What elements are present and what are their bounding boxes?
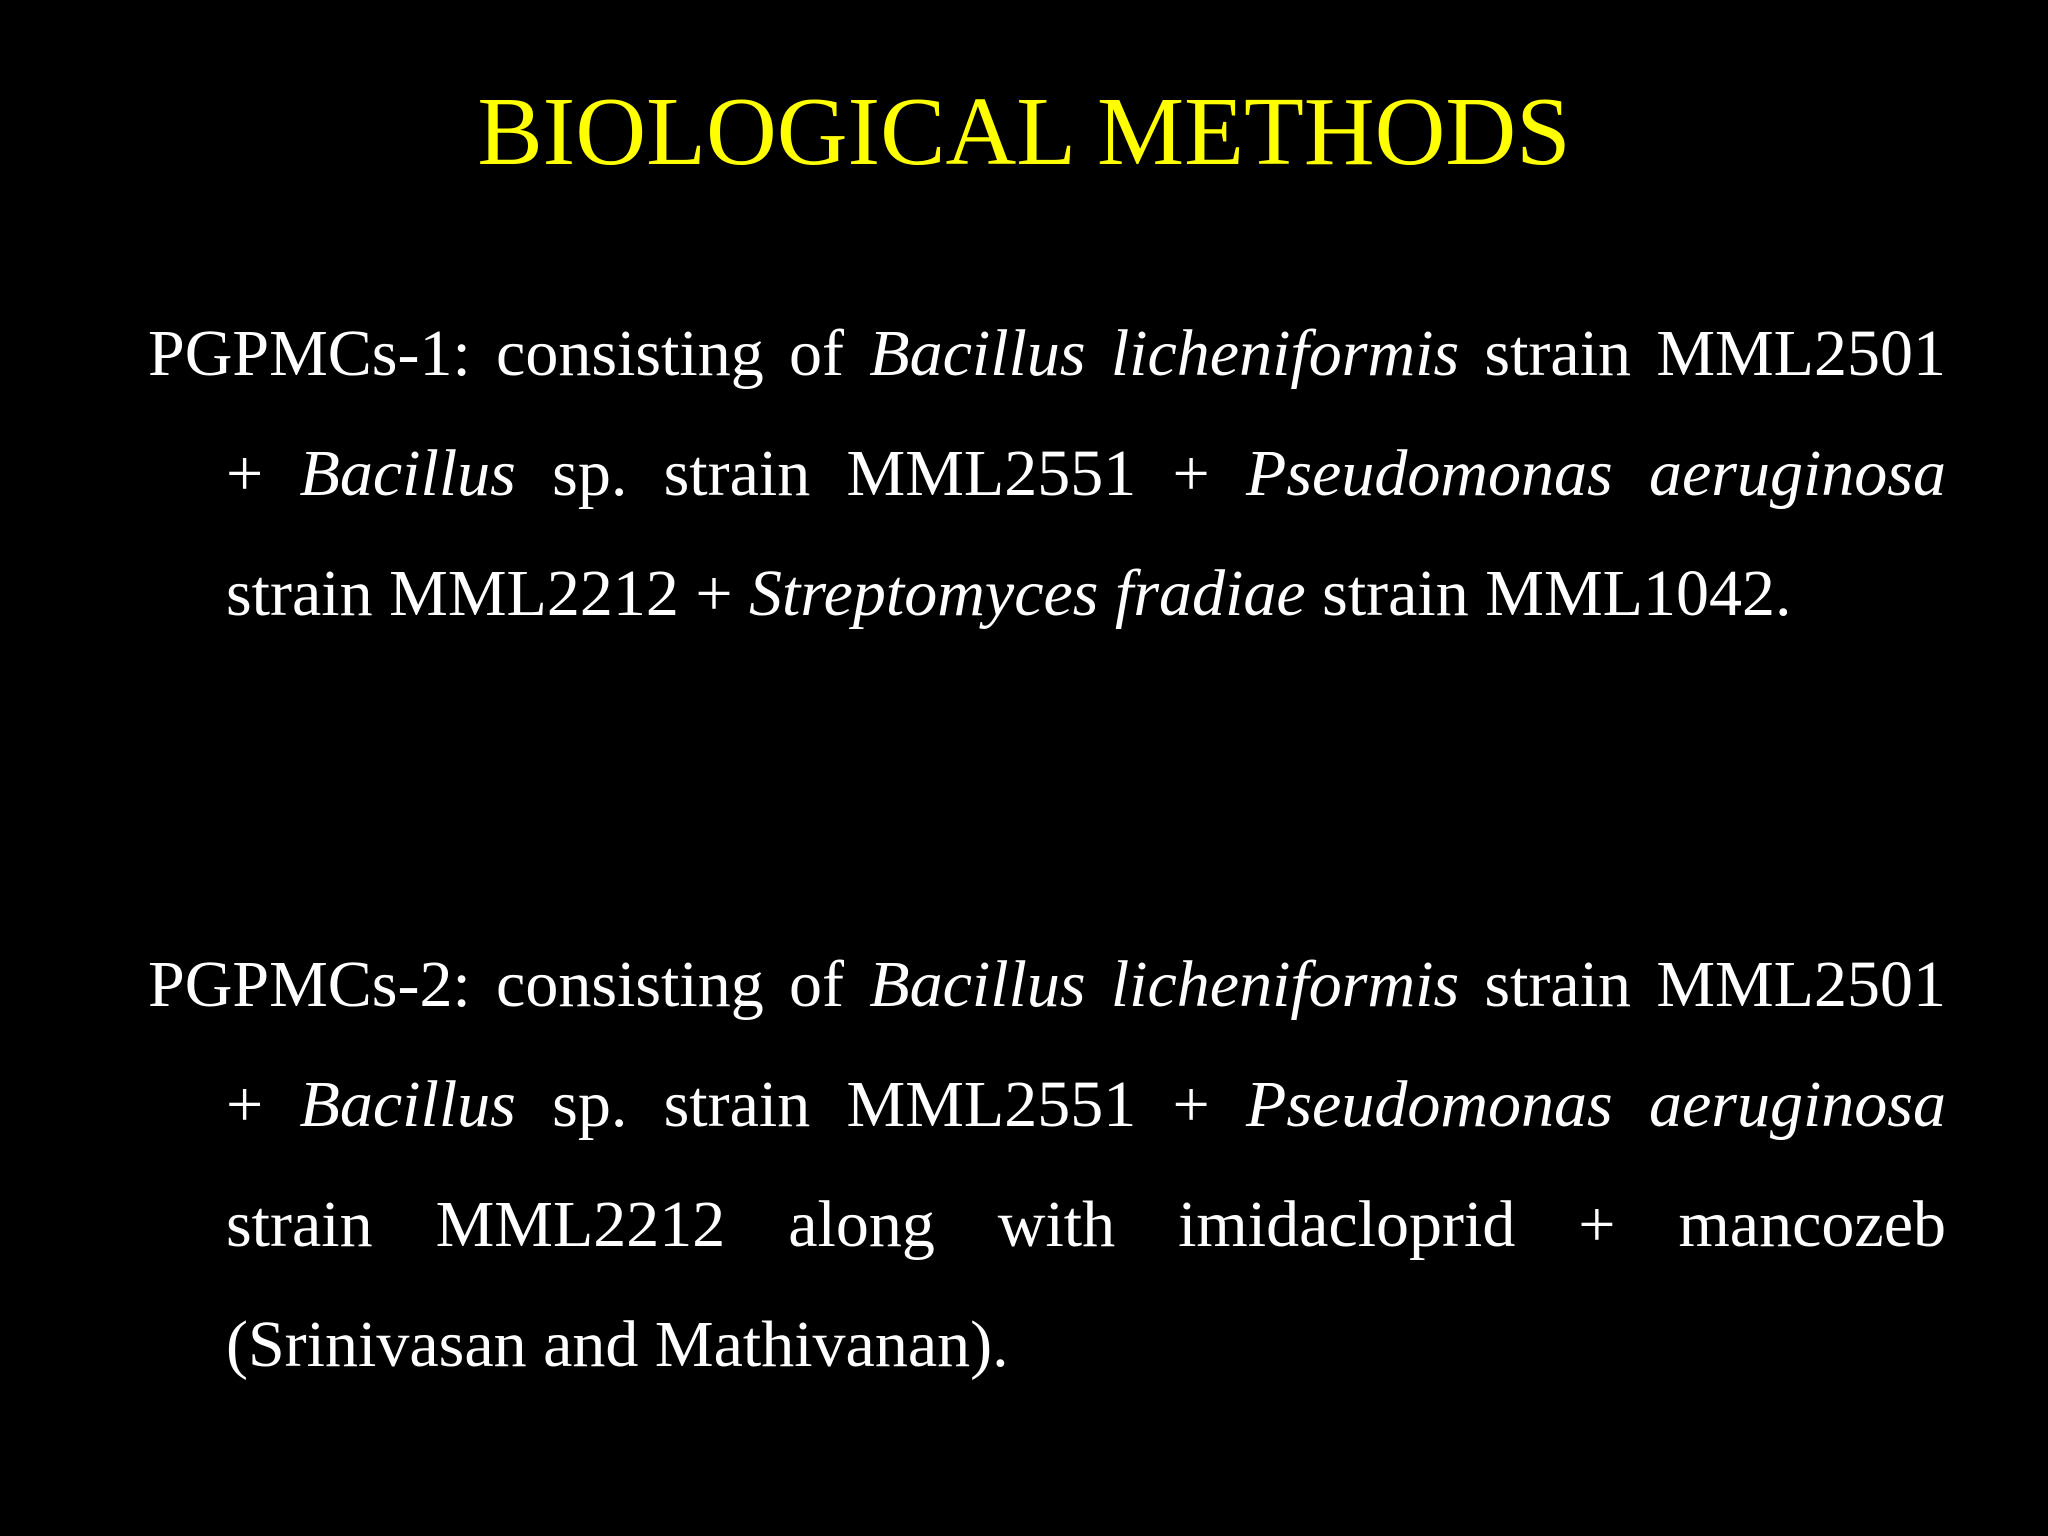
- p1-species-4: Streptomyces fradiae: [749, 557, 1306, 630]
- p1-text-4: strain MML2212 +: [226, 557, 750, 630]
- p1-species-3: Pseudomonas aeruginosa: [1246, 437, 1946, 510]
- paragraph-pgpmcs-2: [148, 925, 1946, 1405]
- p2-species-2: Bacillus: [299, 1068, 516, 1141]
- p1-species-2: Bacillus: [299, 437, 516, 510]
- p1-text-3: sp. strain MML2551 +: [515, 437, 1247, 510]
- p2-text-1: PGPMCs-2: consisting of: [148, 948, 870, 1021]
- paragraph-pgpmcs-1: [148, 294, 1946, 654]
- p2-text-2: strain MML2501 +: [226, 948, 1946, 1141]
- p2-text-4: strain MML2212 along with imidacloprid + mancozeb (Srinivasan and Mathivanan).: [226, 1188, 1946, 1381]
- p1-text-5: strain MML1042.: [1305, 557, 1792, 630]
- p2-text-3: sp. strain MML2551 +: [515, 1068, 1247, 1141]
- p1-text-2: strain MML2501 +: [226, 317, 1946, 510]
- p2-species-1: Bacillus licheniformis: [869, 948, 1460, 1021]
- p1-text-1: PGPMCs-1: consisting of: [148, 317, 870, 390]
- p1-species-1: Bacillus licheniformis: [869, 317, 1460, 390]
- slide-title: BIOLOGICAL METHODS: [477, 78, 1571, 186]
- p2-species-3: Pseudomonas aeruginosa: [1246, 1068, 1946, 1141]
